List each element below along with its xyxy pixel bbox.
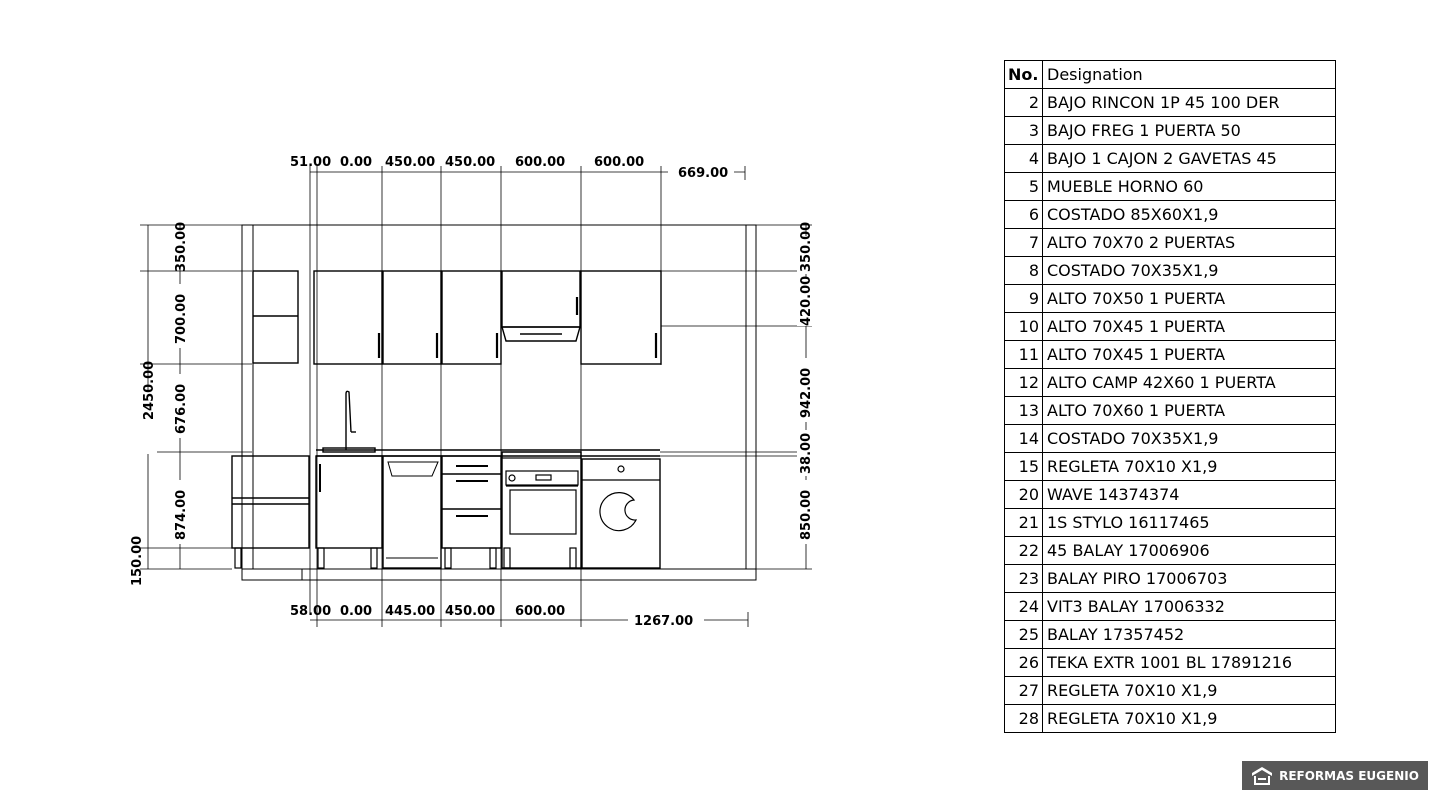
- row-designation: BAJO FREG 1 PUERTA 50: [1043, 117, 1336, 145]
- table-row: [1005, 89, 1336, 117]
- row-number: 6: [1005, 201, 1043, 229]
- washing-machine: [582, 459, 660, 568]
- top-dim-2: 0.00: [340, 155, 373, 170]
- top-dim-5: 600.00: [515, 155, 566, 170]
- top-dim-1: 51.00: [290, 155, 332, 170]
- row-number: 3: [1005, 117, 1043, 145]
- upper-cabinet-3: [442, 271, 501, 364]
- row-number: 15: [1005, 453, 1043, 481]
- row-number: 24: [1005, 593, 1043, 621]
- right-dim-4: 38.00: [799, 432, 814, 474]
- row-designation: REGLETA 70X10 X1,9: [1043, 453, 1336, 481]
- row-number: 5: [1005, 173, 1043, 201]
- row-number: 22: [1005, 537, 1043, 565]
- bottom-dim-5: 600.00: [515, 604, 566, 619]
- table-row: [1005, 677, 1336, 705]
- row-designation: WAVE 14374374: [1043, 481, 1336, 509]
- row-designation: BALAY 17357452: [1043, 621, 1336, 649]
- row-designation: ALTO 70X70 2 PUERTAS: [1043, 229, 1336, 257]
- row-designation: COSTADO 70X35X1,9: [1043, 425, 1336, 453]
- table-row: [1005, 509, 1336, 537]
- top-dimensions: [290, 155, 728, 181]
- row-designation: REGLETA 70X10 X1,9: [1043, 677, 1336, 705]
- upper-cabinet-1: [314, 271, 382, 364]
- row-designation: BALAY PIRO 17006703: [1043, 565, 1336, 593]
- base-corner-cabinet: [232, 456, 309, 548]
- right-dim-2: 420.00: [799, 275, 814, 326]
- table-row: [1005, 201, 1336, 229]
- row-number: 23: [1005, 565, 1043, 593]
- table-row: [1005, 705, 1336, 733]
- washing-machine-detail: [582, 466, 660, 531]
- left-dim-6: 2450.00: [142, 360, 157, 420]
- row-number: 12: [1005, 369, 1043, 397]
- bottom-dim-4: 450.00: [445, 604, 496, 619]
- row-designation: ALTO 70X60 1 PUERTA: [1043, 397, 1336, 425]
- row-number: 9: [1005, 285, 1043, 313]
- table-row: [1005, 285, 1336, 313]
- upper-cabinet-2: [383, 271, 441, 364]
- row-number: 10: [1005, 313, 1043, 341]
- left-dim-2: 700.00: [174, 293, 189, 344]
- right-dim-1: 350.00: [799, 221, 814, 272]
- table-row: [1005, 229, 1336, 257]
- bottom-dim-2: 0.00: [340, 604, 373, 619]
- row-number: 4: [1005, 145, 1043, 173]
- row-number: 20: [1005, 481, 1043, 509]
- row-number: 26: [1005, 649, 1043, 677]
- row-number: 14: [1005, 425, 1043, 453]
- row-designation: VIT3 BALAY 17006332: [1043, 593, 1336, 621]
- row-number: 25: [1005, 621, 1043, 649]
- top-dim-4: 450.00: [445, 155, 496, 170]
- sink-tap: [323, 391, 375, 452]
- row-designation: ALTO CAMP 42X60 1 PUERTA: [1043, 369, 1336, 397]
- house-logo-icon: [1251, 766, 1273, 786]
- row-number: 7: [1005, 229, 1043, 257]
- upper-hood-cabinet: [502, 271, 580, 327]
- row-designation: ALTO 70X50 1 PUERTA: [1043, 285, 1336, 313]
- row-designation: ALTO 70X45 1 PUERTA: [1043, 313, 1336, 341]
- row-number: 11: [1005, 341, 1043, 369]
- row-designation: COSTADO 70X35X1,9: [1043, 257, 1336, 285]
- legend-header-row: [1005, 61, 1336, 89]
- upper-corner-cabinet: [253, 271, 298, 363]
- sink-cabinet: [316, 456, 382, 548]
- table-row: [1005, 649, 1336, 677]
- dishwasher-basket: [388, 462, 438, 476]
- table-row: [1005, 341, 1336, 369]
- upper-cabinet-4: [581, 271, 661, 364]
- oven-cabinet: [502, 452, 581, 568]
- table-row: [1005, 593, 1336, 621]
- bottom-dim-6: 1267.00: [634, 614, 694, 629]
- base-cabinets: [232, 450, 660, 568]
- table-row: [1005, 453, 1336, 481]
- left-dim-5: 150.00: [130, 535, 145, 586]
- brand-label: REFORMAS EUGENIO: [1279, 768, 1419, 783]
- row-number: 27: [1005, 677, 1043, 705]
- row-designation: ALTO 70X45 1 PUERTA: [1043, 341, 1336, 369]
- row-designation: 1S STYLO 16117465: [1043, 509, 1336, 537]
- table-row: [1005, 257, 1336, 285]
- row-number: 21: [1005, 509, 1043, 537]
- table-row: [1005, 369, 1336, 397]
- left-dim-1: 350.00: [174, 221, 189, 272]
- row-designation: BAJO RINCON 1P 45 100 DER: [1043, 89, 1336, 117]
- right-dim-3: 942.00: [799, 367, 814, 418]
- wall-outline: [242, 225, 756, 580]
- row-number: 2: [1005, 89, 1043, 117]
- table-row: [1005, 397, 1336, 425]
- row-designation: 45 BALAY 17006906: [1043, 537, 1336, 565]
- table-row: [1005, 425, 1336, 453]
- row-designation: COSTADO 85X60X1,9: [1043, 201, 1336, 229]
- row-designation: REGLETA 70X10 X1,9: [1043, 705, 1336, 733]
- row-number: 13: [1005, 397, 1043, 425]
- top-dim-3: 450.00: [385, 155, 436, 170]
- brand-watermark: [1242, 761, 1428, 790]
- table-row: [1005, 117, 1336, 145]
- drawer-cabinet: [442, 456, 501, 548]
- bottom-dim-3: 445.00: [385, 604, 436, 619]
- right-dim-5: 850.00: [799, 489, 814, 540]
- table-row: [1005, 173, 1336, 201]
- top-dim-6: 600.00: [594, 155, 645, 170]
- row-designation: BAJO 1 CAJON 2 GAVETAS 45: [1043, 145, 1336, 173]
- bottom-dim-1: 58.00: [290, 604, 332, 619]
- left-dim-3: 676.00: [174, 383, 189, 434]
- upper-cabinets: [253, 271, 661, 364]
- left-dim-4: 874.00: [174, 489, 189, 540]
- designation-legend-table: [1004, 60, 1336, 733]
- table-row: [1005, 565, 1336, 593]
- dishwasher: [383, 456, 441, 568]
- top-dim-7: 669.00: [678, 166, 729, 181]
- table-row: [1005, 621, 1336, 649]
- table-row: [1005, 145, 1336, 173]
- row-designation: MUEBLE HORNO 60: [1043, 173, 1336, 201]
- table-row: [1005, 481, 1336, 509]
- table-row: [1005, 537, 1336, 565]
- legend-header-designation: Designation: [1043, 61, 1336, 89]
- row-designation: TEKA EXTR 1001 BL 17891216: [1043, 649, 1336, 677]
- right-dimensions: [799, 222, 814, 540]
- legend-header-no: No.: [1005, 61, 1043, 89]
- table-row: [1005, 313, 1336, 341]
- row-number: 28: [1005, 705, 1043, 733]
- row-number: 8: [1005, 257, 1043, 285]
- oven: [502, 452, 581, 534]
